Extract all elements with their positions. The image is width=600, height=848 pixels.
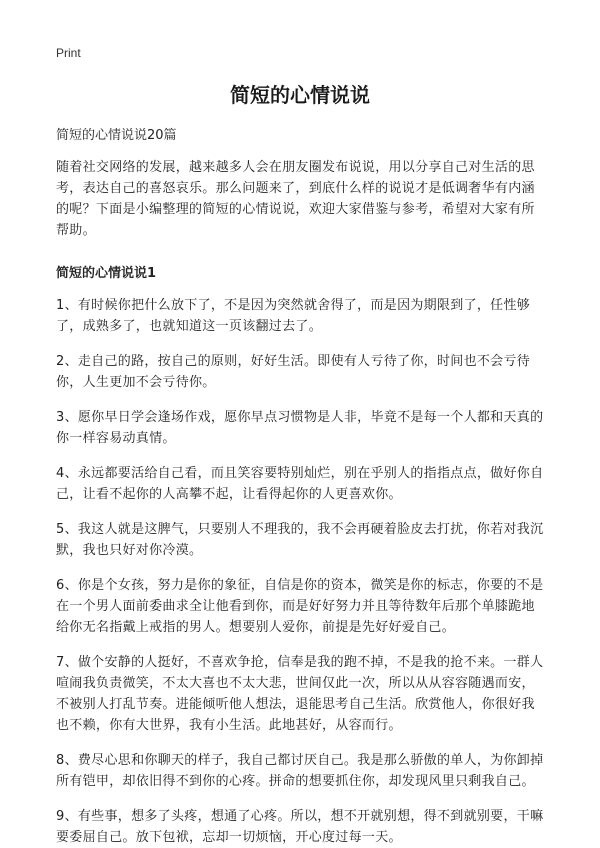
list-item: 4、永远都要活给自己看，而且笑容要特别灿烂，别在乎别人的指指点点，做好你自己，让看不起你的人高攀不起，让看得起你的人更喜欢你。 xyxy=(56,466,544,502)
page-title: 简短的心情说说 xyxy=(230,83,370,107)
list-item: 3、愿你早日学会逢场作戏，愿你早点习惯物是人非，毕竟不是每一个人都和天真的你一样容易动真情。 xyxy=(56,410,544,446)
list-item: 6、你是个女孩，努力是你的象征，自信是你的资本，微笑是你的标志，你要的不是在一个男人面前委曲求全让他看到你，而是好好努力并且等待数年后那个单膝跪地给你无名指戴上戒指的男人。想要别人爱你，前提是先好好爱自己。 xyxy=(56,578,544,635)
section-heading: 简短的心情说说1 xyxy=(56,266,157,281)
document-subtitle: 简短的心情说说20篇 xyxy=(56,128,177,143)
intro-paragraph: 随着社交网络的发展，越来越多人会在朋友圈发布说说，用以分享自己对生活的思考，表达自己的喜怒哀乐。那么问题来了，到底什么样的说说才是低调奢华有内涵的呢？下面是小编整理的简短的心情说说，欢迎大家借鉴与参考，希望对大家有所帮助。 xyxy=(56,160,535,238)
list-item: 1、有时候你把什么放下了，不是因为突然就舍得了，而是因为期限到了，任性够了，成熟多了，也就知道这一页该翻过去了。 xyxy=(56,298,531,334)
items-list xyxy=(56,295,544,848)
list-item: 9、有些事，想多了头疼，想通了心疼。所以，想不开就别想，得不到就别要，干嘛要委屈自己。放下包袱，忘却一切烦恼，开心度过每一天。 xyxy=(56,809,544,845)
print-link[interactable]: Print xyxy=(56,46,81,60)
list-item: 7、做个安静的人挺好，不喜欢争抢，信奉是我的跑不掉，不是我的抢不来。一群人喧闹我负责微笑，不太大喜也不太大悲，世间仅此一次，所以从从容容随遇而安，不被别人打乱节奏。进能倾听他人想法，退能思考自己生活。欣赏他人，你很好我也不赖，你有大世界，我有小生活。此地甚好，从容而行。 xyxy=(56,655,544,733)
list-item: 2、走自己的路，按自己的原则，好好生活。即使有人亏待了你，时间也不会亏待你，人生更加不会亏待你。 xyxy=(56,354,531,390)
list-item: 8、费尽心思和你聊天的样子，我自己都讨厌自己。我是那么骄傲的单人，为你卸掉所有铠甲，却依旧得不到你的心疼。拼命的想要抓住你，却发现风里只剩我自己。 xyxy=(56,753,544,789)
list-item: 5、我这人就是这脾气，只要别人不理我的，我不会再硬着脸皮去打扰，你若对我沉默，我也只好对你冷漠。 xyxy=(56,522,544,558)
